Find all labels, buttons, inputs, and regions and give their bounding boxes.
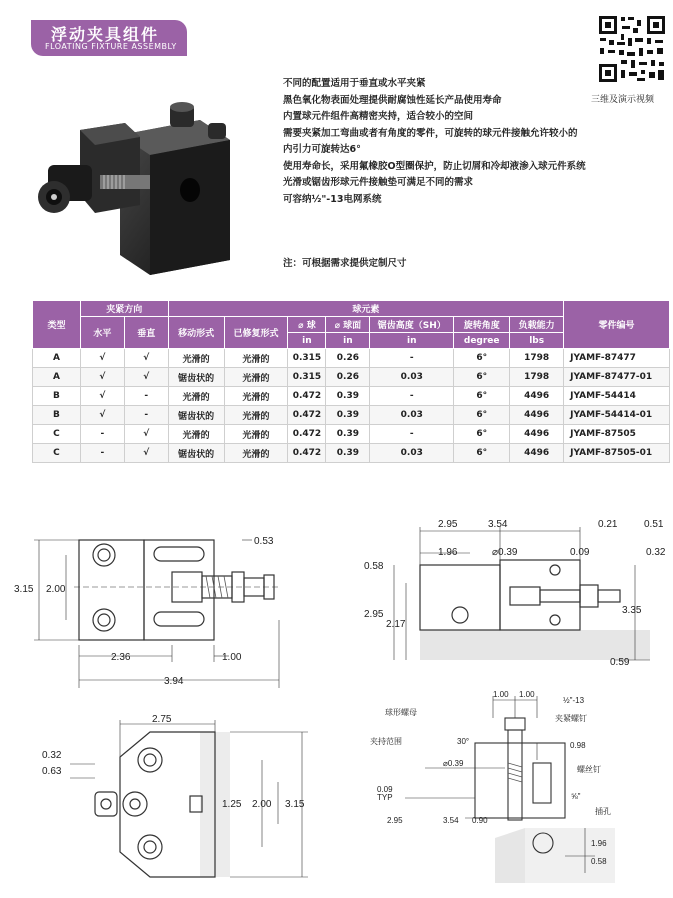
table-cell-h: √ xyxy=(80,387,124,406)
table-cell-v: - xyxy=(124,387,168,406)
col-type: 类型 xyxy=(33,301,81,349)
col-ball-face: ⌀ 球面 xyxy=(326,317,370,333)
table-row xyxy=(33,387,670,406)
table-cell-h: √ xyxy=(80,368,124,387)
table-cell-pn: JYAMF-87505 xyxy=(564,425,670,444)
table-cell-h: √ xyxy=(80,349,124,368)
col-ball-element: 球元素 xyxy=(168,301,563,317)
drawing-side-view xyxy=(360,515,670,679)
drawing-detail-view xyxy=(365,688,670,887)
table-cell-d: 0.315 xyxy=(288,368,326,387)
col-part-number: 零件编号 xyxy=(564,301,670,349)
unit-label: in xyxy=(288,333,326,349)
col-serration: 锯齿高度（SH） xyxy=(370,317,454,333)
dim-label: 1.96 xyxy=(591,839,607,848)
feature-line: 内引力可旋转达6° xyxy=(283,144,361,155)
table-cell-fixed: 光滑的 xyxy=(224,387,288,406)
table-cell-rot: 6° xyxy=(454,425,510,444)
feature-line: 光滑或锯齿形球元件接触垫可满足不同的需求 xyxy=(283,177,474,188)
qr-code-icon[interactable] xyxy=(597,14,667,84)
dim-label: 1.00 xyxy=(519,690,535,699)
table-row xyxy=(33,425,670,444)
table-cell-pn: JYAMF-87505-01 xyxy=(564,444,670,463)
table-cell-move: 锯齿状的 xyxy=(168,368,224,387)
label-clamp-screw: 夹紧螺钉 xyxy=(555,714,587,723)
dim-label: 2.00 xyxy=(252,799,272,810)
table-cell-sh: 0.03 xyxy=(370,444,454,463)
table-cell-v: √ xyxy=(124,425,168,444)
table-cell-d: 0.472 xyxy=(288,425,326,444)
table-cell-sh: - xyxy=(370,349,454,368)
table-cell-move: 光滑的 xyxy=(168,425,224,444)
table-cell-v: √ xyxy=(124,349,168,368)
dim-label: TYP xyxy=(377,793,393,802)
table-cell-load: 4496 xyxy=(510,444,564,463)
dim-label: 0.32 xyxy=(42,750,62,761)
feature-list xyxy=(283,76,663,208)
table-cell-type: A xyxy=(33,368,81,387)
table-row xyxy=(33,368,670,387)
dim-label: 1.96 xyxy=(438,547,458,558)
dim-label: 2.00 xyxy=(46,584,66,595)
dim-label: 0.53 xyxy=(254,536,274,547)
table-cell-f: 0.39 xyxy=(326,387,370,406)
table-cell-type: C xyxy=(33,444,81,463)
title-cn: 浮动夹具组件 xyxy=(51,25,160,44)
qr-caption: 三维及演示视频 xyxy=(591,95,655,105)
table-cell-sh: 0.03 xyxy=(370,368,454,387)
table-cell-fixed: 光滑的 xyxy=(224,406,288,425)
table-cell-rot: 6° xyxy=(454,349,510,368)
dim-label: 0.90 xyxy=(472,816,488,825)
table-cell-pn: JYAMF-87477-01 xyxy=(564,368,670,387)
table-row xyxy=(33,406,670,425)
dim-label: 3.54 xyxy=(443,816,459,825)
table-cell-rot: 6° xyxy=(454,444,510,463)
table-cell-f: 0.39 xyxy=(326,406,370,425)
dim-label: ⌀0.39 xyxy=(443,759,464,768)
col-fixed-form: 已修复形式 xyxy=(224,317,288,349)
dim-label: 3.15 xyxy=(285,799,305,810)
label-bolt: 螺丝钉 xyxy=(577,765,601,774)
dim-label: 3.94 xyxy=(164,676,184,687)
feature-line: 使用寿命长，采用氟橡胶O型圈保护，防止切屑和冷却液渗入球元件系统 xyxy=(283,160,586,172)
table-cell-load: 4496 xyxy=(510,425,564,444)
table-cell-fixed: 光滑的 xyxy=(224,368,288,387)
table-cell-rot: 6° xyxy=(454,406,510,425)
drawing-top-view xyxy=(14,520,314,694)
table-cell-load: 4496 xyxy=(510,387,564,406)
table-cell-v: √ xyxy=(124,368,168,387)
table-cell-v: - xyxy=(124,406,168,425)
dim-label: 3.15 xyxy=(14,584,34,595)
dim-label: 0.21 xyxy=(598,519,618,530)
table-cell-f: 0.39 xyxy=(326,444,370,463)
dim-label: ⅝" xyxy=(571,792,581,801)
table-cell-move: 光滑的 xyxy=(168,387,224,406)
custom-size-note: 注：可根据需求提供定制尺寸 xyxy=(283,258,407,269)
col-vertical: 垂直 xyxy=(124,317,168,349)
table-cell-load: 1798 xyxy=(510,349,564,368)
label-ball-nut: 球形螺母 xyxy=(385,708,417,717)
dim-label: 30° xyxy=(457,737,470,746)
title-en: FLOATING FIXTURE ASSEMBLY xyxy=(45,42,177,51)
dim-label: ⌀0.39 xyxy=(492,547,518,558)
dim-label: 0.32 xyxy=(646,547,666,558)
table-cell-sh: 0.03 xyxy=(370,406,454,425)
table-cell-sh: - xyxy=(370,425,454,444)
table-cell-fixed: 光滑的 xyxy=(224,349,288,368)
feature-line: 可容纳½"-13电网系统 xyxy=(283,193,382,205)
table-cell-f: 0.26 xyxy=(326,368,370,387)
label-insert-hole: 插孔 xyxy=(595,807,611,816)
table-row xyxy=(33,349,670,368)
table-cell-d: 0.472 xyxy=(288,406,326,425)
dim-label: ½"-13 xyxy=(563,696,585,705)
dim-label: 2.75 xyxy=(152,714,172,725)
product-image xyxy=(30,95,260,275)
col-load: 负载能力 xyxy=(510,317,564,333)
table-cell-pn: JYAMF-87477 xyxy=(564,349,670,368)
table-cell-pn: JYAMF-54414 xyxy=(564,387,670,406)
table-cell-load: 4496 xyxy=(510,406,564,425)
table-cell-h: √ xyxy=(80,406,124,425)
table-cell-type: B xyxy=(33,387,81,406)
table-cell-f: 0.39 xyxy=(326,425,370,444)
feature-line: 不同的配置适用于垂直或水平夹紧 xyxy=(283,78,426,89)
dim-label: 3.35 xyxy=(622,605,642,616)
table-cell-move: 锯齿状的 xyxy=(168,444,224,463)
drawing-front-view xyxy=(40,712,320,886)
unit-label: lbs xyxy=(510,333,564,349)
col-rotation: 旋转角度 xyxy=(454,317,510,333)
dim-label: 3.54 xyxy=(488,519,508,530)
table-cell-type: A xyxy=(33,349,81,368)
table-cell-type: B xyxy=(33,406,81,425)
table-cell-rot: 6° xyxy=(454,368,510,387)
dim-label: 0.09 xyxy=(570,547,590,558)
dim-label: 1.00 xyxy=(493,690,509,699)
dim-label: 2.17 xyxy=(386,619,406,630)
table-cell-h: - xyxy=(80,444,124,463)
table-row xyxy=(33,444,670,463)
label-clamp-range: 夹持范围 xyxy=(370,737,402,746)
col-clamp-direction: 夹紧方向 xyxy=(80,301,168,317)
feature-line: 黑色氧化物表面处理提供耐腐蚀性延长产品使用寿命 xyxy=(283,94,502,106)
feature-line: 内置球元件组件高精密夹持，适合较小的空间 xyxy=(283,111,474,122)
dim-label: 0.98 xyxy=(570,741,586,750)
dim-label: 0.51 xyxy=(644,519,664,530)
col-move-form: 移动形式 xyxy=(168,317,224,349)
dim-label: 0.59 xyxy=(610,657,630,668)
table-cell-h: - xyxy=(80,425,124,444)
spec-table xyxy=(32,300,670,463)
table-cell-rot: 6° xyxy=(454,387,510,406)
dim-label: 1.00 xyxy=(222,652,242,663)
table-cell-move: 光滑的 xyxy=(168,349,224,368)
unit-label: in xyxy=(326,333,370,349)
table-cell-d: 0.472 xyxy=(288,444,326,463)
dim-label: 0.58 xyxy=(364,561,384,572)
col-horizontal: 水平 xyxy=(80,317,124,349)
table-cell-type: C xyxy=(33,425,81,444)
dim-label: 2.95 xyxy=(438,519,458,530)
dim-label: 2.95 xyxy=(387,816,403,825)
feature-line: 需要夹紧加工弯曲或者有角度的零件，可旋转的球元件接触允许较小的 xyxy=(283,127,578,139)
unit-label: in xyxy=(370,333,454,349)
dim-label: 2.36 xyxy=(111,652,131,663)
title-banner xyxy=(31,20,187,56)
table-cell-fixed: 光滑的 xyxy=(224,425,288,444)
unit-label: degree xyxy=(454,333,510,349)
table-cell-f: 0.26 xyxy=(326,349,370,368)
table-cell-load: 1798 xyxy=(510,368,564,387)
table-cell-pn: JYAMF-54414-01 xyxy=(564,406,670,425)
table-cell-sh: - xyxy=(370,387,454,406)
dim-label: 0.09 xyxy=(377,785,393,794)
dim-label: 1.25 xyxy=(222,799,242,810)
table-cell-d: 0.472 xyxy=(288,387,326,406)
table-cell-v: √ xyxy=(124,444,168,463)
table-cell-d: 0.315 xyxy=(288,349,326,368)
dim-label: 0.63 xyxy=(42,766,62,777)
col-ball-dia: ⌀ 球 xyxy=(288,317,326,333)
table-cell-fixed: 光滑的 xyxy=(224,444,288,463)
dim-label: 2.95 xyxy=(364,609,384,620)
dim-label: 0.58 xyxy=(591,857,607,866)
table-cell-move: 锯齿状的 xyxy=(168,406,224,425)
